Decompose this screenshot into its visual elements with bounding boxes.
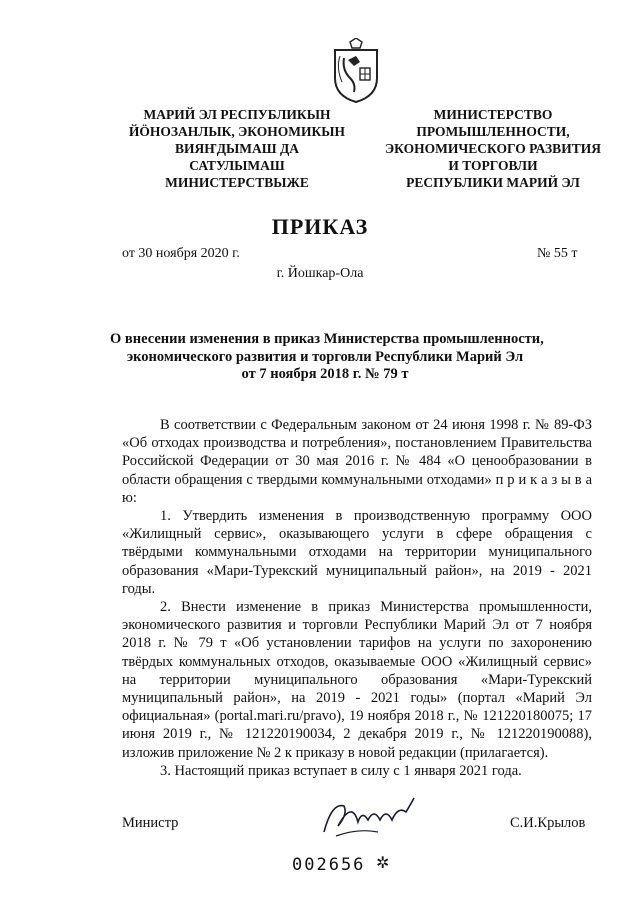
body-paragraph: 2. Внести изменение в приказ Министерства промышленности, экономического развития и торговли Республики Марий Эл от 7 ноября 2018 г. № 79 т «Об установлении тарифов на услуги по захоронению твёрдых коммунальных отходов, оказываемые ООО «Жилищный сервис» на территории муниципального образования «Мари-Турекский муниципальный район», на 2019 - 2021 годы» (портал «Марий Эл официальная» (portal.mari.ru/pravo), 19 ноября 2018 г., № 121220180075; 17 июня 2019 г., № 121220190034, 2 декабря 2019 г., № 121220190088), изложив приложение № 2 к приказу в новой редакции (прилагается). xyxy=(122,599,592,761)
document-subject xyxy=(110,331,544,384)
document-title: ПРИКАЗ xyxy=(271,214,369,239)
header-left-line: МИНИСТЕРСТВЫЖЕ xyxy=(165,175,309,190)
handwritten-signature xyxy=(318,792,418,844)
ministry-name-mari xyxy=(112,106,362,191)
header-left-line: МАРИЙ ЭЛ РЕСПУБЛИКЫН xyxy=(143,107,331,122)
document-city: г. Йошкар-Ола xyxy=(276,266,364,281)
subject-line: экономического развития и торговли Республики Марий Эл xyxy=(126,348,524,365)
ornament-star-icon: ✲ xyxy=(376,855,390,872)
body-paragraph: 3. Настоящий приказ вступает в силу с 1 января 2021 года. xyxy=(160,762,522,779)
header-right-line: МИНИСТЕРСТВО xyxy=(433,107,553,122)
header-right-line: РЕСПУБЛИКИ МАРИЙ ЭЛ xyxy=(406,175,580,190)
signatory-role: Министр xyxy=(122,815,179,831)
subject-line: О внесении изменения в приказ Министерства промышленности, xyxy=(110,331,544,347)
ministry-name-russian xyxy=(375,106,611,191)
header-right-line: ЭКОНОМИЧЕСКОГО РАЗВИТИЯ xyxy=(385,141,601,156)
header-right-line: ПРОМЫШЛЕННОСТИ, xyxy=(416,124,570,139)
header-left-line: ЙӦНОЗАНЛЫК, ЭКОНОМИКЫН xyxy=(128,124,346,139)
body-paragraph: 1. Утвердить изменения в производственную программу ООО «Жилищный сервис», оказывающего услуги в сфере обращения с твёрдыми коммунальными отходами на территории муниципального образования «Мари-Турекский муниципальный район», на 2019 - 2021 годы. xyxy=(122,508,592,597)
header-right-line: И ТОРГОВЛИ xyxy=(448,158,538,173)
document-date: от 30 ноября 2020 г. xyxy=(122,246,240,261)
document-number: № 55 т xyxy=(537,246,578,261)
subject-line: от 7 ноября 2018 г. № 79 т xyxy=(241,366,409,382)
body-paragraph: В соответствии с Федеральным законом от 24 июня 1998 г. № 89-ФЗ «Об отходах производства и потребления», постановлением Правительства Российской Федерации от 30 мая 2016 г. № 484 «О ценообразовании в области обращения с твердыми коммунальными отходами» п р и к а з ы в а ю: xyxy=(122,417,592,506)
header-left-line: ВИЯҤДЫМАШ ДА xyxy=(175,141,299,156)
document-body xyxy=(122,416,592,780)
header-left-line: САТУЛЫМАШ xyxy=(189,158,285,173)
signatory-name: С.И.Крылов xyxy=(510,815,586,831)
serial-number: 002656 xyxy=(292,855,366,875)
coat-of-arms-emblem xyxy=(330,38,382,104)
